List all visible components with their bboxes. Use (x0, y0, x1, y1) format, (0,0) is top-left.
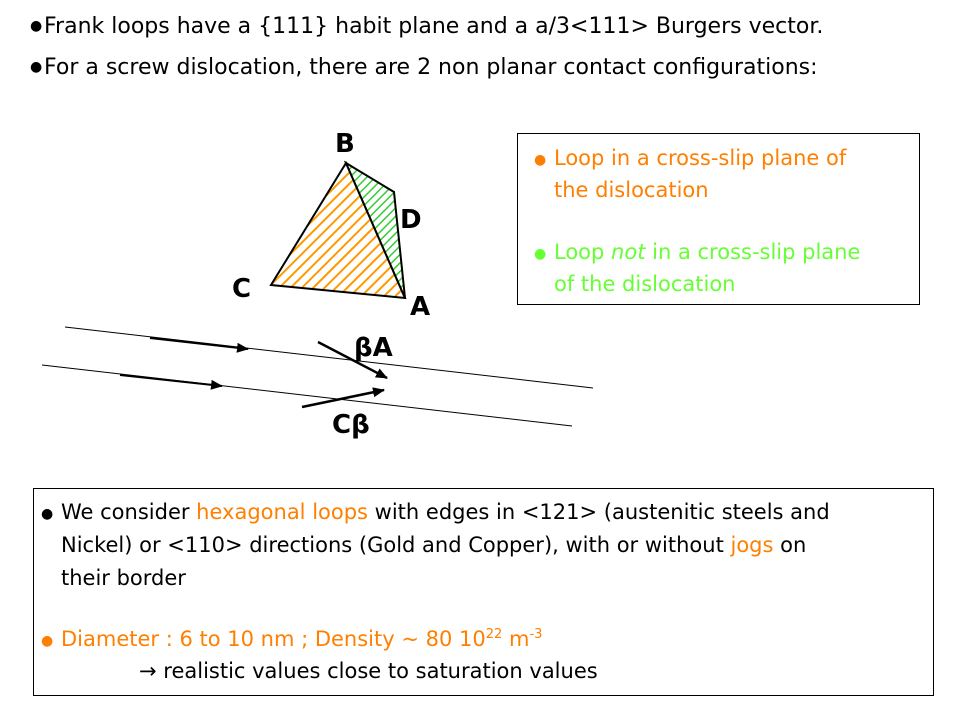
bullet-frank-loops: ●Frank loops have a {111} habit plane and a a/3<111> Burgers vector. (30, 14, 824, 39)
label-C: C (232, 274, 252, 304)
legend-box (517, 133, 920, 305)
bullet-screw-dislocation: ●For a screw dislocation, there are 2 non planar contact configurations: (30, 55, 818, 80)
legend-item-cross-slip: ● Loop in a cross-slip plane of (534, 146, 847, 170)
legend-item-cross-slip-cont: the dislocation (554, 178, 709, 202)
bullet-dot: ● (534, 152, 547, 168)
label-beta-A: βA (354, 333, 393, 363)
notes-line-1: ● We consider hexagonal loops with edges in <121> (austenitic steels and (41, 500, 830, 524)
notes-line-realistic: → realistic values close to saturation values (139, 659, 598, 683)
bullet-dot: ● (41, 633, 54, 649)
notes-box (33, 488, 934, 696)
notes-line-3: their border (61, 566, 186, 590)
bullet-dot: ● (30, 18, 43, 34)
direction-arrow-top (150, 338, 248, 349)
label-C-beta: Cβ (332, 410, 370, 440)
label-A: A (410, 292, 431, 322)
legend-item-not-cross-slip-cont: of the dislocation (554, 272, 736, 296)
dislocation-line-top (65, 327, 593, 388)
direction-arrow-bottom (120, 375, 222, 386)
label-D: D (400, 205, 422, 235)
bullet-dot: ● (534, 246, 547, 262)
label-B: B (335, 129, 355, 159)
dislocation-line-bottom (42, 365, 572, 426)
burgers-vector-Cbeta (302, 390, 384, 407)
notes-line-diameter-density: ● Diameter : 6 to 10 nm ; Density ~ 80 $10^{22}$ $m^{-3}$ (41, 627, 543, 651)
legend-item-not-cross-slip: ● Loop not in a cross-slip plane (534, 240, 861, 264)
bullet-dot: ● (30, 59, 43, 75)
bullet-dot: ● (41, 506, 54, 522)
notes-line-2: Nickel) or <110> directions (Gold and Copper), with or without jogs on (61, 533, 807, 557)
